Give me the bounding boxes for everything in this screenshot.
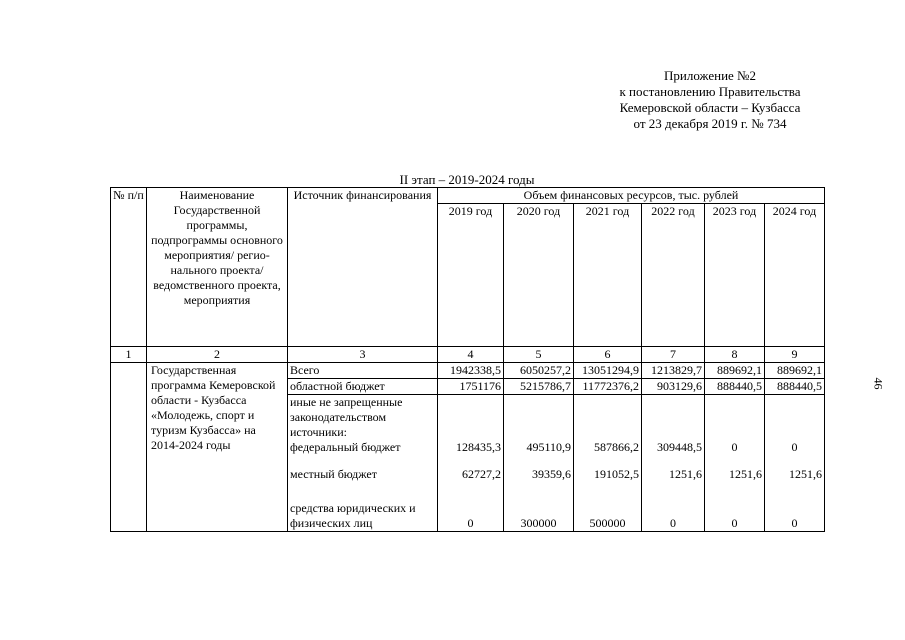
value-cell: 888440,5 bbox=[705, 379, 765, 395]
stage-title: II этап – 2019-2024 годы bbox=[399, 172, 535, 187]
table-row-total bbox=[111, 363, 825, 379]
header-year: 2024 год bbox=[765, 204, 825, 347]
value-cell: 11772376,2 bbox=[574, 379, 642, 395]
column-number-row bbox=[111, 347, 825, 363]
value-cell: 0 bbox=[765, 395, 825, 456]
budget-table bbox=[110, 187, 825, 532]
page-number: 46 bbox=[871, 377, 886, 390]
value-cell: 0 bbox=[642, 493, 705, 532]
header-year: 2021 год bbox=[574, 204, 642, 347]
value-cell: 889692,1 bbox=[765, 363, 825, 379]
column-number: 4 bbox=[438, 347, 504, 363]
appendix-header bbox=[560, 68, 860, 132]
value-cell: 889692,1 bbox=[705, 363, 765, 379]
value-cell: 0 bbox=[705, 395, 765, 456]
value-cell: 1251,6 bbox=[642, 455, 705, 493]
value-cell: 1213829,7 bbox=[642, 363, 705, 379]
value-cell: 0 bbox=[765, 493, 825, 532]
value-cell: 6050257,2 bbox=[504, 363, 574, 379]
appendix-line: к постановлению Правительства bbox=[619, 84, 801, 99]
source-label bbox=[288, 395, 438, 456]
value-cell: 191052,5 bbox=[574, 455, 642, 493]
value-cell: 888440,5 bbox=[765, 379, 825, 395]
header-name: Наименование Государственной программы, подпрограммы основного мероприятия/ регио-нального проекта/ ведомственного проекта, мероприятия bbox=[147, 188, 288, 347]
federal-label: федеральный бюджет bbox=[290, 440, 401, 454]
other-sources-label: иные не запрещенные законодательством источники: bbox=[290, 395, 403, 439]
value-cell: 0 bbox=[705, 493, 765, 532]
value-cell: 1251,6 bbox=[705, 455, 765, 493]
header-row bbox=[111, 188, 825, 204]
header-year: 2022 год bbox=[642, 204, 705, 347]
source-label: местный бюджет bbox=[288, 455, 438, 493]
value-cell: 5215786,7 bbox=[504, 379, 574, 395]
appendix-line: Приложение №2 bbox=[664, 68, 756, 83]
value-cell: 587866,2 bbox=[574, 395, 642, 456]
header-source: Источник финансирования bbox=[288, 188, 438, 347]
column-number: 5 bbox=[504, 347, 574, 363]
column-number: 7 bbox=[642, 347, 705, 363]
value-cell: 39359,6 bbox=[504, 455, 574, 493]
column-number: 9 bbox=[765, 347, 825, 363]
header-year: 2023 год bbox=[705, 204, 765, 347]
appendix-line: Кемеровской области – Кузбасса bbox=[619, 100, 801, 115]
column-number: 8 bbox=[705, 347, 765, 363]
appendix-line: от 23 декабря 2019 г. № 734 bbox=[633, 116, 787, 131]
value-cell: 1751176 bbox=[438, 379, 504, 395]
value-cell: 495110,9 bbox=[504, 395, 574, 456]
source-label: средства юридических и физических лиц bbox=[288, 493, 438, 532]
source-label: областной бюджет bbox=[288, 379, 438, 395]
value-cell: 128435,3 bbox=[438, 395, 504, 456]
value-cell: 309448,5 bbox=[642, 395, 705, 456]
value-cell: 500000 bbox=[574, 493, 642, 532]
value-cell: 0 bbox=[438, 493, 504, 532]
value-cell: 13051294,9 bbox=[574, 363, 642, 379]
value-cell: 1942338,5 bbox=[438, 363, 504, 379]
column-number: 6 bbox=[574, 347, 642, 363]
program-name: Государственная программа Кемеровской области - Кузбасса «Молодежь, спорт и туризм Кузбасса» на 2014-2024 годы bbox=[147, 363, 288, 532]
column-number: 2 bbox=[147, 347, 288, 363]
value-cell: 62727,2 bbox=[438, 455, 504, 493]
header-volume: Объем финансовых ресурсов, тыс. рублей bbox=[438, 188, 825, 204]
header-year: 2019 год bbox=[438, 204, 504, 347]
column-number: 1 bbox=[111, 347, 147, 363]
value-cell: 300000 bbox=[504, 493, 574, 532]
header-year: 2020 год bbox=[504, 204, 574, 347]
value-cell: 1251,6 bbox=[765, 455, 825, 493]
value-cell: 903129,6 bbox=[642, 379, 705, 395]
program-num-cell bbox=[111, 363, 147, 532]
column-number: 3 bbox=[288, 347, 438, 363]
source-label: Всего bbox=[288, 363, 438, 379]
header-num: № п/п bbox=[111, 188, 147, 347]
